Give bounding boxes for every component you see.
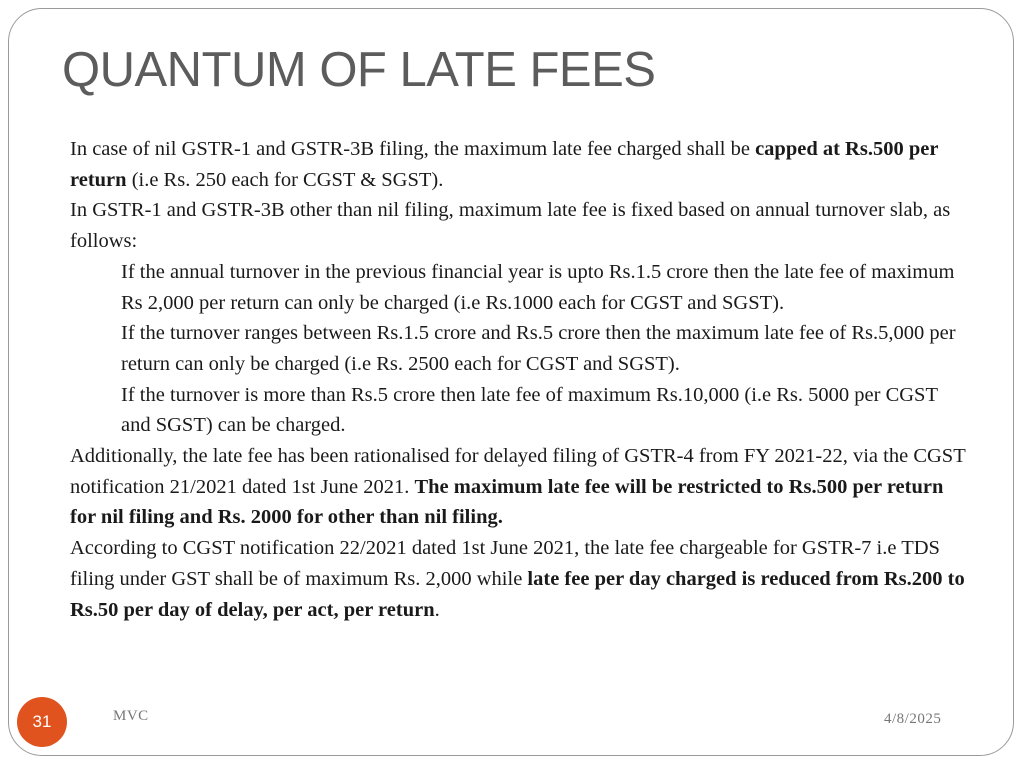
paragraph-text: In GSTR-1 and GSTR-3B other than nil filing, maximum late fee is fixed based on annual turnover slab, as follows: [70, 199, 951, 253]
paragraph-text: If the turnover is more than Rs.5 crore then late fee of maximum Rs.10,000 (i.e Rs. 5000 per CGST and SGST) can be charged. [121, 383, 938, 437]
paragraph-nil-filing [70, 134, 970, 195]
paragraph-text: If the turnover ranges between Rs.1.5 crore and Rs.5 crore then the maximum late fee of Rs.5,000 per return can only be charged (i.e Rs. 2500 each for CGST and SGST). [121, 322, 956, 375]
paragraph-slab-3 [70, 380, 970, 441]
paragraph-text: In case of nil GSTR-1 and GSTR-3B filing, the maximum late fee charged shall be [70, 138, 756, 160]
paragraph-text: (i.e Rs. 250 each for CGST & SGST). [126, 168, 444, 191]
paragraph-text: . [434, 598, 440, 621]
paragraph-text: If the annual turnover in the previous financial year is upto Rs.1.5 crore then the late fee of maximum Rs 2,000 per return can only be charged (i.e Rs.1000 each for CGST and SGST). [121, 260, 955, 314]
paragraph-slab-2 [70, 318, 970, 379]
page-number-badge: 31 [17, 697, 67, 747]
paragraph-bold: The maximum late fee will be restricted to Rs.500 per return for nil filing and Rs. 2000 for other than nil filing. [70, 475, 944, 529]
paragraph-bold: late fee per day charged is reduced from Rs.200 to Rs.50 per day of delay, per act, per return [70, 567, 965, 621]
paragraph-other-than-nil [70, 195, 970, 256]
paragraph-bold: capped at Rs.500 per return [70, 138, 939, 191]
paragraph-text: Additionally, the late fee has been rationalised for delayed filing of GSTR-4 from FY 2021-22, via the CGST notification 21/2021 dated 1st June 2021. [70, 445, 966, 498]
paragraph-gstr7 [70, 533, 970, 625]
slide-body [70, 134, 970, 625]
slide-title: QUANTUM OF LATE FEES [62, 43, 656, 97]
paragraph-text: According to CGST notification 22/2021 dated 1st June 2021, the late fee chargeable for GSTR-7 i.e TDS filing under GST shall be of maximum Rs. 2,000 while [70, 537, 940, 590]
footer-author: MVC [113, 708, 149, 724]
footer-date: 4/8/2025 [884, 711, 942, 727]
paragraph-slab-1 [70, 257, 970, 318]
paragraph-gstr4 [70, 441, 970, 533]
